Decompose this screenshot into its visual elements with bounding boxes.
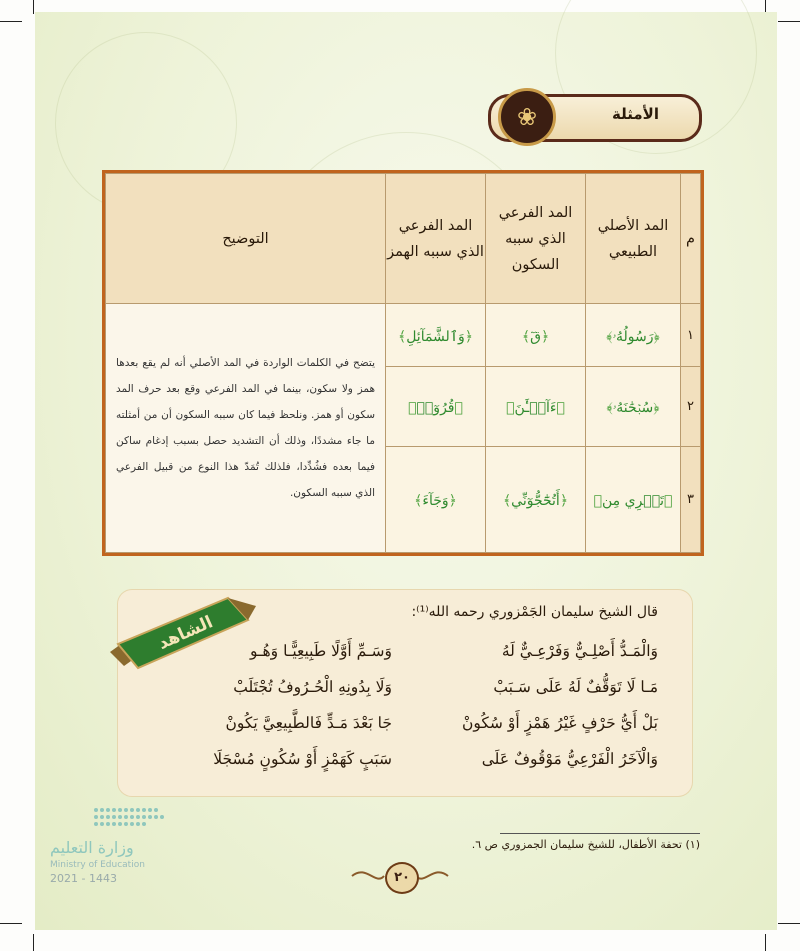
examples-table [102,170,704,556]
example-sukun: ﴿ءَآلۡـَٰٔنَ﴾ [486,367,586,447]
verse-left: سَبَبٍ كَهَمْزٍ أَوْ سُكُونٍ مُسْجَلَا [213,750,392,768]
example-hamz: ﴿قُرُوٓءٖ﴾ [386,367,486,447]
explanation-text: يتضح في الكلمات الواردة في المد الأصلي أنه لم يقع بعدها همز ولا سكون، بينما في المد الفرعي وقع بعد حرف المد سكون أو همز. ونلحظ فيما كان سببه السكون أن من أمثلته ما جاء مشددًا، وذلك أن التشديد حصل بسبب إدغام ساكن فيما بعده فشُدِّدا، فلذلك تُمَدّ هذا النوع من قبيل الفرعي الذي سببه السكون. [106,304,386,553]
crop-mark-top-right-h [778,21,800,22]
ministry-dots-icon [92,804,172,832]
crop-mark-top-left-v [33,0,34,14]
example-hamz: ﴿وَٱلشَّمَآئِلِ﴾ [386,304,486,367]
section-heading-title: الأمثلة [612,105,659,123]
crop-mark-top-left-h [0,21,22,22]
verse-left: جَا بَعْدَ مَـدٍّ فَالطَّبِيعِيَّ يَكُونْ [225,714,392,732]
header-hamz: المد الفرعي الذي سببه الهمز [386,174,486,304]
evidence-ribbon [108,596,258,680]
verse-right: وَالْمَـدُّ أَصْلِـيٌّ وَفَرْعِـيٌّ لَهُ [501,642,658,660]
page-number-ornament [350,856,450,896]
ministry-name-arabic: وزارة التعليم [50,838,134,857]
header-sukun: المد الفرعي الذي سببه السكون [486,174,586,304]
header-m: م [681,174,701,304]
example-word: ءَآلۡـَٰٔنَ [514,400,557,417]
example-natural: ﴿تَجۡرِي مِن﴾ [586,446,681,552]
example-natural: ﴿رَسُولُهُۥ﴾ [586,304,681,367]
poem-intro: قال الشيخ سليمان الجَمْزوري رحمه الله⁽¹⁾: [411,604,658,620]
verse-right: وَالْآخَرُ الْفَرْعِيُّ مَوْقُوفٌ عَلَى [481,750,658,768]
header-natural: المد الأصلي الطبيعي [586,174,681,304]
row-number: ١ [681,304,701,367]
footnote: (١) تحفة الأطفال، للشيخ سليمان الجمزوري ص ٦. [471,838,700,851]
example-word: رَسُولُهُۥ [612,328,654,345]
header-explanation: التوضيح [106,174,386,304]
verse-left: وَلَا بِدُونِهِ الْحُـرُوفُ تُجْتَلَبْ [233,678,392,696]
example-word: تَجۡرِي مِن [602,492,664,509]
example-word: قٓ [530,328,541,345]
verse-right: مَـا لَا تَوَقُّفٌ لَهُ عَلَى سَـبَبْ [493,678,658,696]
footnote-rule [500,833,700,834]
example-word: وَجَآءَ [422,492,449,509]
ministry-year: 2021 - 1443 [50,872,117,885]
example-word: أَتُحَٰٓجُّوٓنِّي [511,492,560,509]
row-number: ٣ [681,446,701,552]
verse-right: بَلْ أَيُّ حَرْفٍ غَيْرُ هَمْزٍ أَوْ سُكُونْ [461,714,658,732]
table-row [106,304,701,367]
example-word: وَٱلشَّمَآئِلِ [406,328,465,345]
row-number: ٢ [681,367,701,447]
crop-mark-bottom-left-h [0,923,22,924]
verse-left: وَسَـمِّ أَوَّلًا طَبِيعِيًّـا وَهُـو [249,642,392,660]
example-sukun: ﴿أَتُحَٰٓجُّوٓنِّي﴾ [486,446,586,552]
example-word: قُرُوٓءٖ [416,400,455,417]
crop-mark-bottom-left-v [33,934,34,951]
example-hamz: ﴿وَجَآءَ﴾ [386,446,486,552]
example-word: سُبۡحَٰنَهُۥ [612,400,654,417]
ministry-name-english: Ministry of Education [50,860,145,870]
crop-mark-bottom-right-v [765,934,766,951]
page-number: ٢٠ [385,862,419,894]
flower-emblem-icon: ❀ [498,88,556,146]
ministry-logo [50,804,190,884]
example-sukun: ﴿قٓ﴾ [486,304,586,367]
ribbon-label: الشاهد [155,612,216,654]
crop-mark-bottom-right-h [778,923,800,924]
example-natural: ﴿سُبۡحَٰنَهُۥ﴾ [586,367,681,447]
